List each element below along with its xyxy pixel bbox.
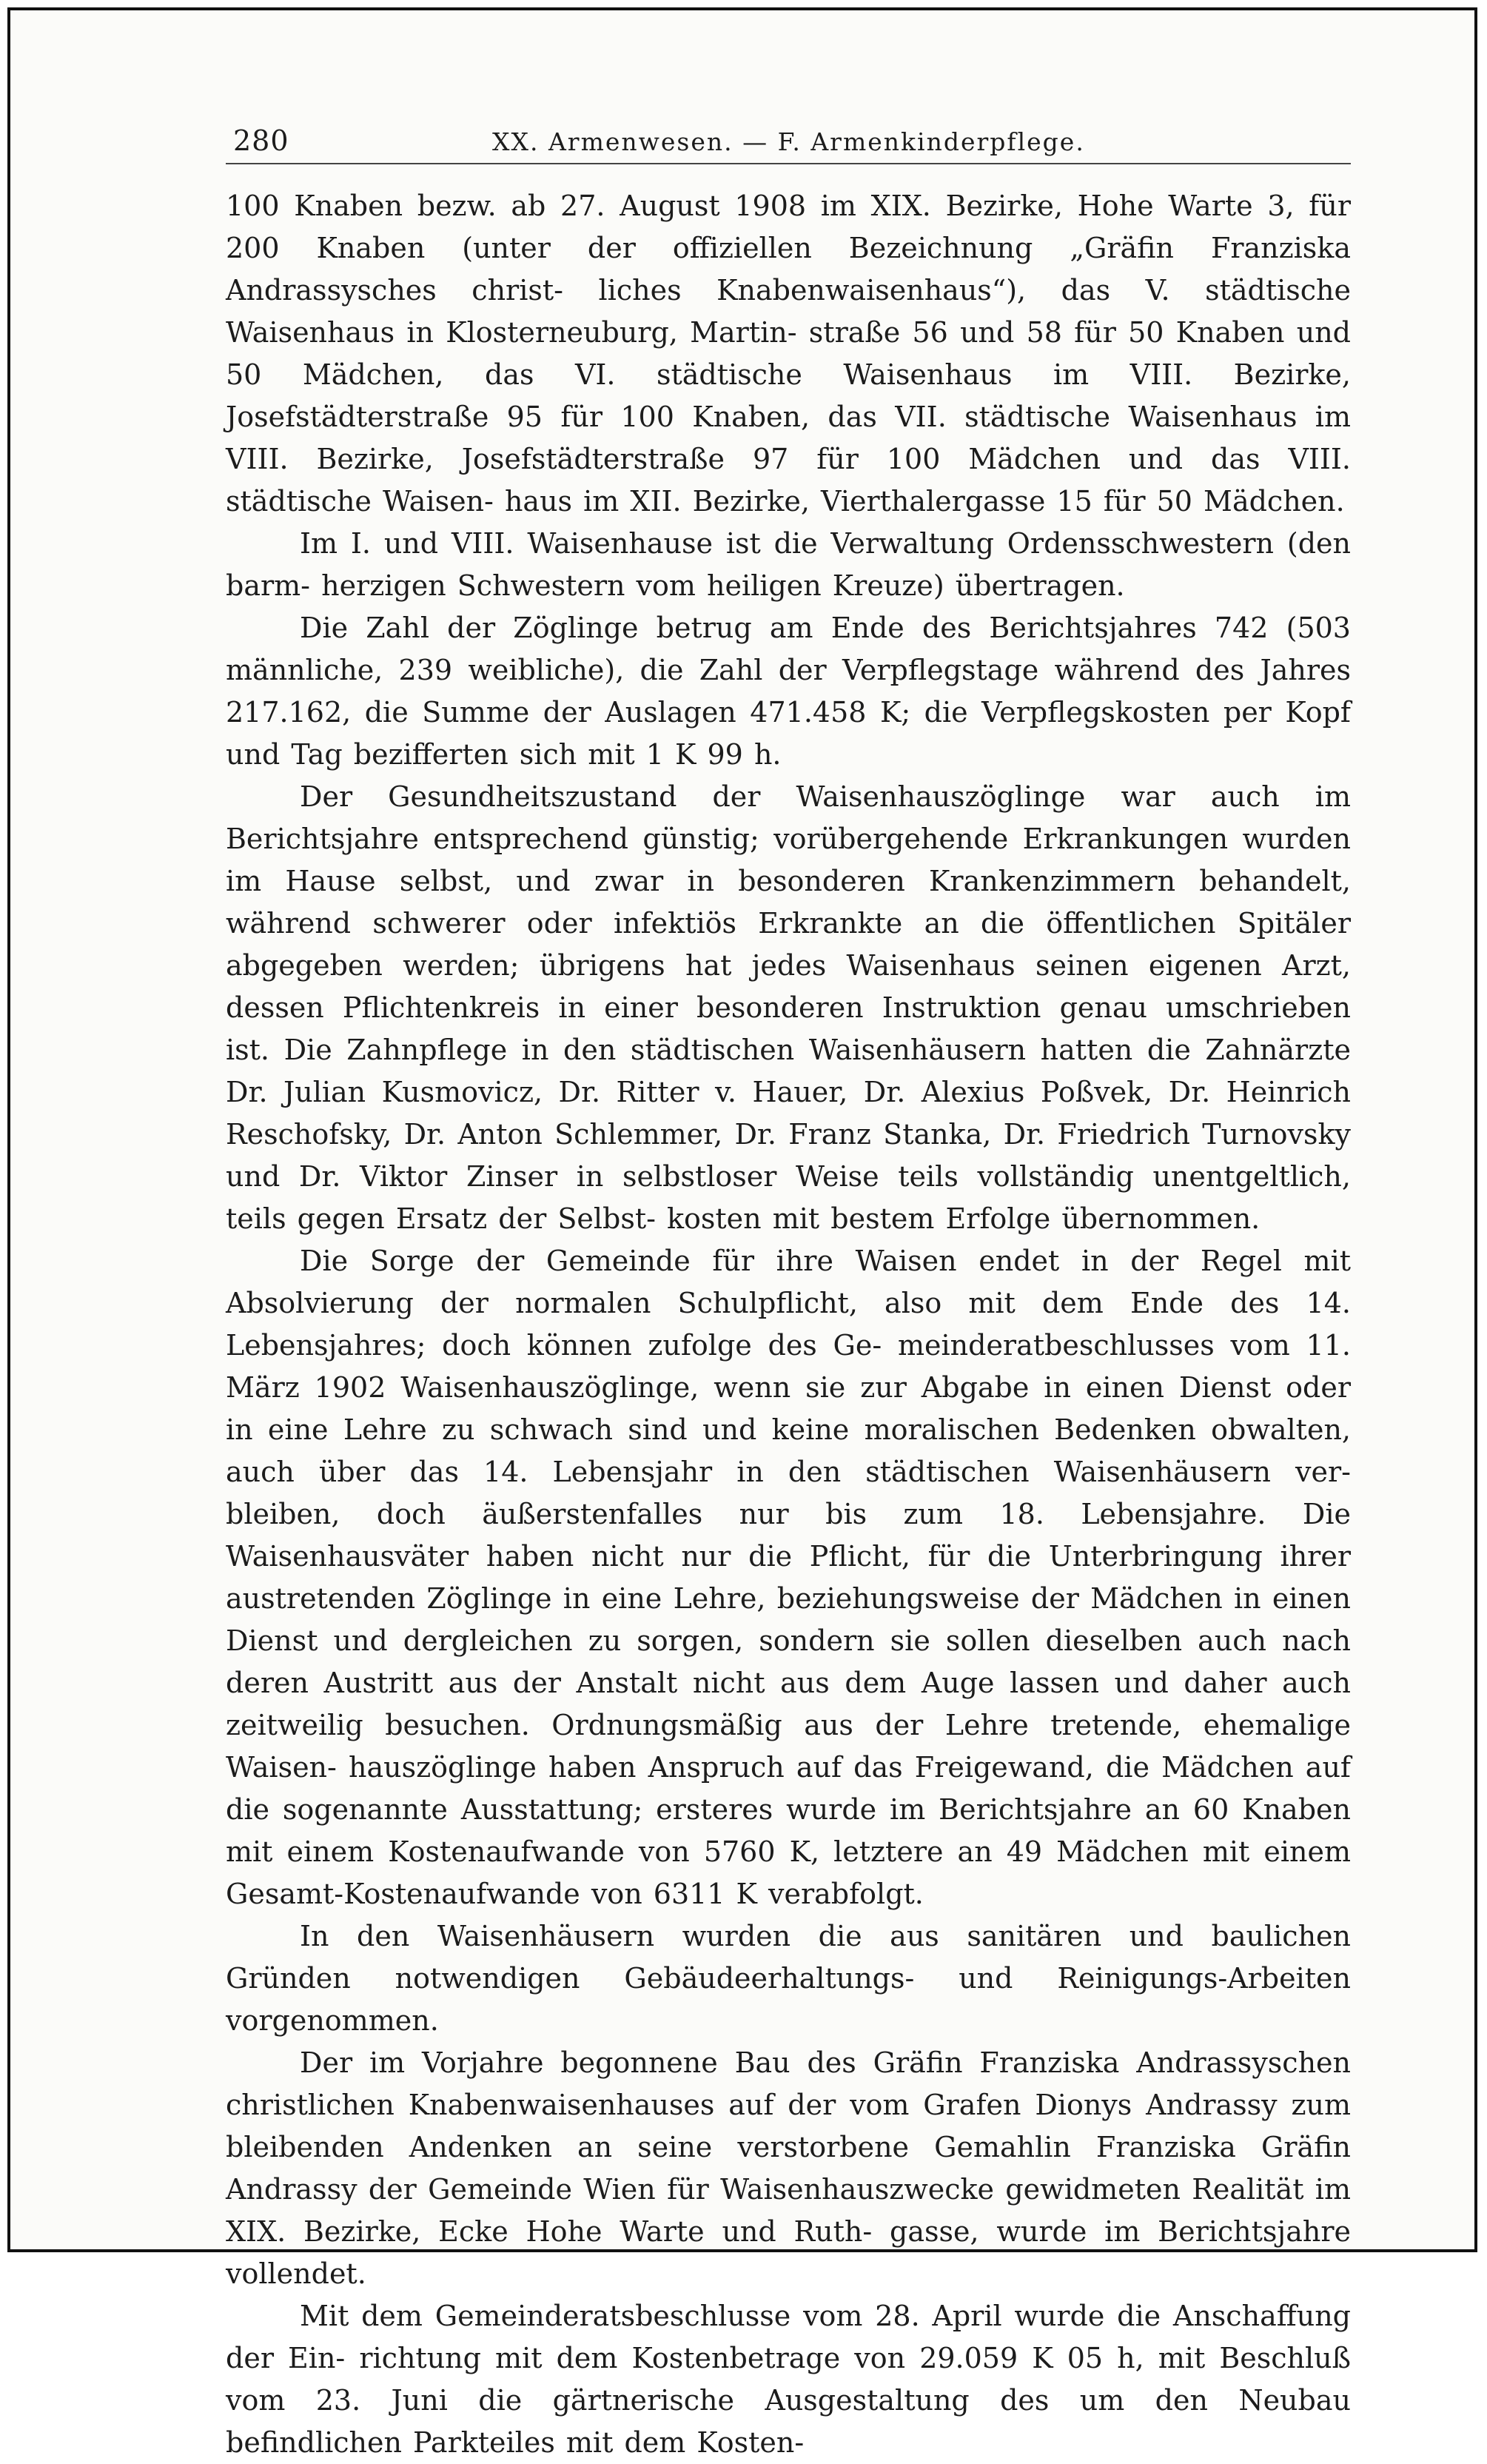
body-text <box>226 185 1351 2464</box>
paragraph-gesundheitszustand: Der Gesundheitszustand der Waisenhauszöglinge war auch im Berichtsjahre entsprechend günstig; vorübergehende Erkrankungen wurden im Hause selbst, und zwar in besonderen Krankenzimmern behandelt, während schwerer oder infektiös Erkrankte an die öffentlichen Spitäler abgegeben werden; übrigens hat jedes Waisenhaus seinen eigenen Arzt, dessen Pflichtenkreis in einer besonderen Instruktion genau umschrieben ist. Die Zahnpflege in den städtischen Waisenhäusern hatten die Zahnärzte Dr. Julian Kusmovicz, Dr. Ritter v. Hauer, Dr. Alexius Poßvek, Dr. Heinrich Reschofsky, Dr. Anton Schlemmer, Dr. Franz Stanka, Dr. Friedrich Turnovsky und Dr. Viktor Zinser in selbstloser Weise teils vollständig unentgeltlich, teils gegen Ersatz der Selbst- kosten mit bestem Erfolge übernommen. <box>226 780 1351 1235</box>
paragraph-zoeglinge-zahl: Die Zahl der Zöglinge betrug am Ende des Berichtsjahres 742 (503 männliche, 239 weibliche), die Zahl der Verpflegstage während des Jahres 217.162, die Summe der Auslagen 471.458 K; die Verpflegskosten per Kopf und Tag bezifferten sich mit 1 K 99 h. <box>226 612 1351 771</box>
paragraph-erhaltungsarbeiten: In den Waisenhäusern wurden die aus sanitären und baulichen Gründen notwendigen Gebäudeerhaltungs- und Reinigungs-Arbeiten vorgenommen. <box>226 1920 1351 2037</box>
running-title: XX. Armenwesen. — F. Armenkinderpflege. <box>492 127 1085 156</box>
document-page <box>226 111 1351 2464</box>
paragraph-waisenhaeuser-list: 100 Knaben bezw. ab 27. August 1908 im XIX. Bezirke, Hohe Warte 3, für 200 Knaben (unter der offiziellen Bezeichnung „Gräfin Franziska Andrassysches christ- liches Knabenwaisenhaus“), das V. städtische Waisenhaus in Klosterneuburg, Martin- straße 56 und 58 für 50 Knaben und 50 Mädchen, das VI. städtische Waisenhaus im VIII. Bezirke, Josefstädterstraße 95 für 100 Knaben, das VII. städtische Waisenhaus im VIII. Bezirke, Josefstädterstraße 97 für 100 Mädchen und das VIII. städtische Waisen- haus im XII. Bezirke, Vierthalergasse 15 für 50 Mädchen. <box>226 190 1351 518</box>
paragraph-verwaltung: Im I. und VIII. Waisenhause ist die Verwaltung Ordensschwestern (den barm- herzigen Schwestern vom heiligen Kreuze) übertragen. <box>226 527 1351 602</box>
page-number: 280 <box>233 124 289 157</box>
paragraph-neubau: Der im Vorjahre begonnene Bau des Gräfin Franziska Andrassyschen christlichen Knabenwaisenhauses auf der vom Grafen Dionys Andrassy zum bleibenden Andenken an seine verstorbene Gemahlin Franziska Gräfin Andrassy der Gemeinde Wien für Waisenhauszwecke gewidmeten Realität im XIX. Bezirke, Ecke Hohe Warte und Ruth- gasse, wurde im Berichtsjahre vollendet. <box>226 2046 1351 2290</box>
paragraph-einrichtung: Mit dem Gemeinderatsbeschlusse vom 28. April wurde die Anschaffung der Ein- richtung mit dem Kostenbetrage von 29.059 K 05 h, mit Beschluß vom 23. Juni die gärtnerische Ausgestaltung des um den Neubau befindlichen Parkteiles mit dem Kosten- <box>226 2300 1351 2459</box>
running-header <box>226 111 1351 164</box>
paragraph-sorge-der-gemeinde: Die Sorge der Gemeinde für ihre Waisen endet in der Regel mit Absolvierung der normalen Schulpflicht, also mit dem Ende des 14. Lebensjahres; doch können zufolge des Ge- meinderatbeschlusses vom 11. März 1902 Waisenhauszöglinge, wenn sie zur Abgabe in einen Dienst oder in eine Lehre zu schwach sind und keine moralischen Bedenken obwalten, auch über das 14. Lebensjahr in den städtischen Waisenhäusern ver- bleiben, doch äußerstenfalles nur bis zum 18. Lebensjahre. Die Waisenhausväter haben nicht nur die Pflicht, für die Unterbringung ihrer austretenden Zöglinge in eine Lehre, beziehungsweise der Mädchen in einen Dienst und dergleichen zu sorgen, sondern sie sollen dieselben auch nach deren Austritt aus der Anstalt nicht aus dem Auge lassen und daher auch zeitweilig besuchen. Ordnungsmäßig aus der Lehre tretende, ehemalige Waisen- hauszöglinge haben Anspruch auf das Freigewand, die Mädchen auf die sogenannte Ausstattung; ersteres wurde im Berichtsjahre an 60 Knaben mit einem Kostenaufwande von 5760 K, letztere an 49 Mädchen mit einem Gesamt-Kostenaufwande von 6311 K verabfolgt. <box>226 1245 1351 1910</box>
